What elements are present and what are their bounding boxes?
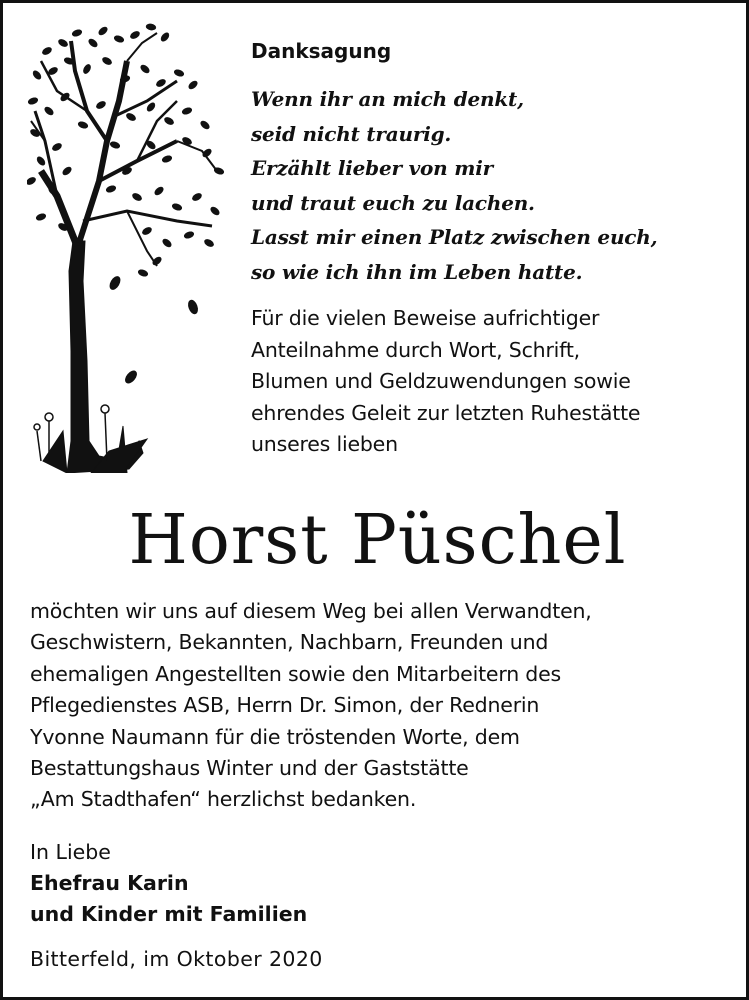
- poem-line: Lasst mir einen Platz zwischen euch,: [251, 225, 658, 249]
- tree-silhouette-icon: [27, 21, 227, 473]
- intro-line: unseres lieben: [251, 432, 398, 456]
- poem-line: und traut euch zu lachen.: [251, 190, 535, 215]
- deceased-name: Horst Püschel: [128, 501, 627, 580]
- body-line: Geschwistern, Bekannten, Nachbarn, Freunden und: [30, 630, 549, 655]
- body-line: ehemaligen Angestellten sowie den Mitarbeitern des: [30, 661, 562, 686]
- signer-spouse: Ehefrau Karin: [30, 871, 189, 895]
- place-date: Bitterfeld, im Oktober 2020: [30, 947, 323, 971]
- signoff-greeting: In Liebe: [30, 840, 111, 864]
- header-column: [251, 37, 731, 461]
- poem-line: so wie ich ihn im Leben hatte.: [251, 259, 583, 284]
- body-line: Yvonne Naumann für die tröstenden Worte, dem: [30, 724, 520, 749]
- poem: [251, 82, 731, 289]
- poem-line: seid nicht traurig.: [251, 121, 452, 146]
- body-line: Pflegedienstes ASB, Herrn Dr. Simon, der Rednerin: [30, 693, 540, 718]
- intro-line: Für die vielen Beweise aufrichtiger: [251, 306, 600, 330]
- intro-paragraph: [251, 303, 731, 461]
- intro-line: Blumen und Geldzuwendungen sowie: [251, 369, 631, 393]
- body-line: „Am Stadthafen“ herzlichst bedanken.: [30, 787, 417, 812]
- body-line: möchten wir uns auf diesem Weg bei allen Verwandten,: [30, 599, 592, 623]
- poem-line: Erzählt lieber von mir: [251, 156, 493, 180]
- poem-line: Wenn ihr an mich denkt,: [251, 87, 524, 111]
- signer-family: und Kinder mit Familien: [30, 902, 308, 926]
- intro-line: ehrendes Geleit zur letzten Ruhestätte: [251, 400, 641, 425]
- body-line: Bestattungshaus Winter und der Gaststätte: [30, 756, 469, 781]
- signoff: [30, 837, 630, 930]
- intro-line: Anteilnahme durch Wort, Schrift,: [251, 337, 580, 362]
- thanks-paragraph: [30, 596, 730, 816]
- notice-heading: Danksagung: [251, 39, 392, 63]
